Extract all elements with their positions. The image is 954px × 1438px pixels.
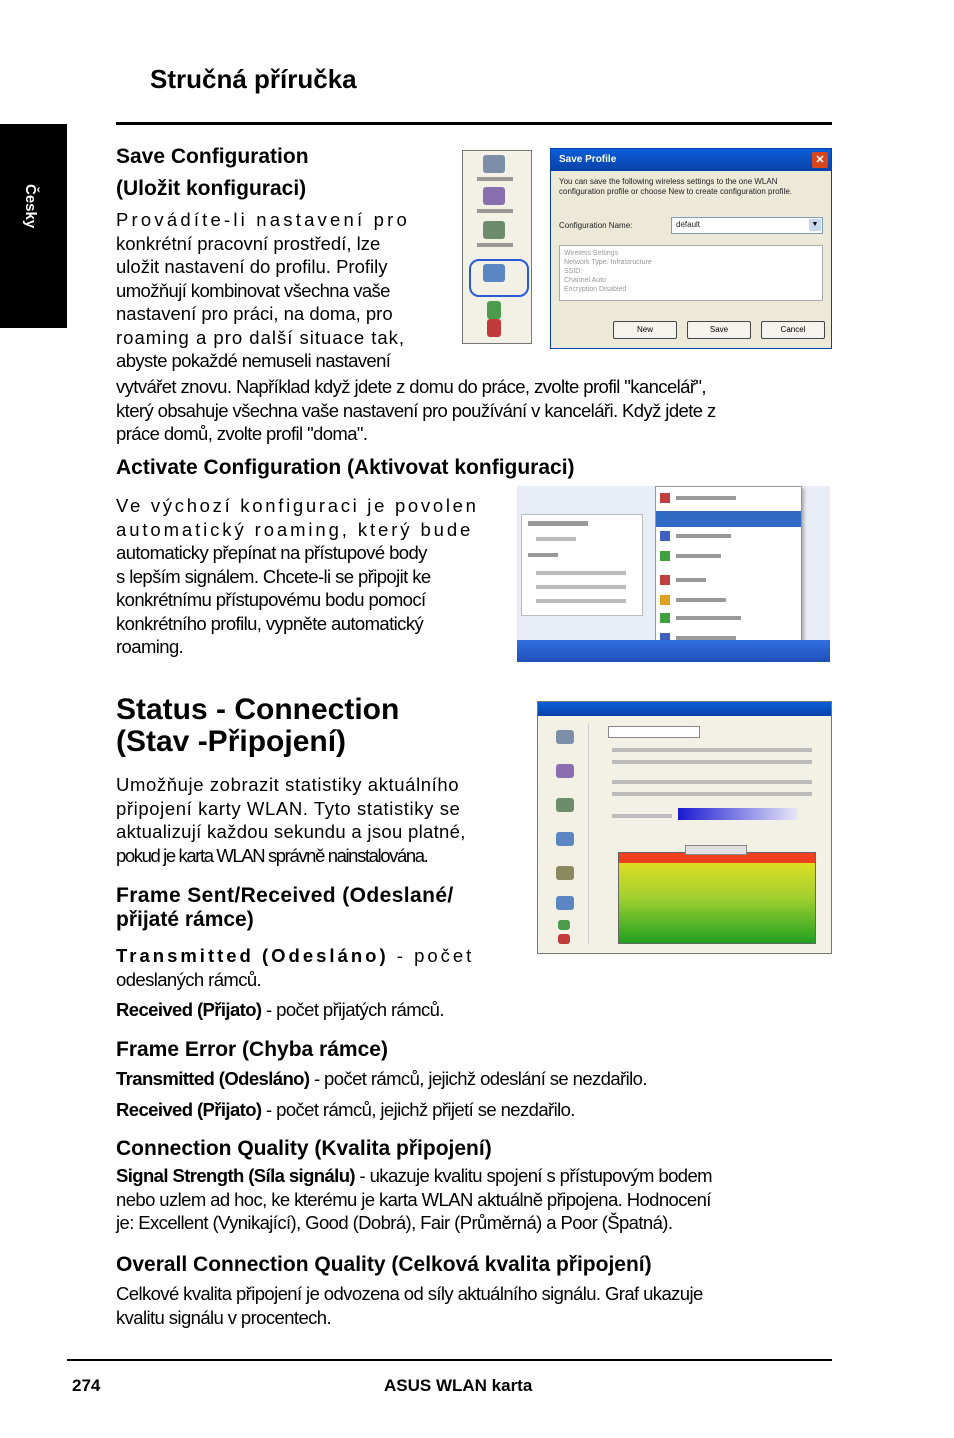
page-number: 274 [72, 1376, 101, 1395]
save-full-line: který obsahuje všechna vaše nastavení pro používání v kanceláři. Když jdete z [116, 399, 716, 421]
quality-section [116, 1136, 832, 1235]
frame-sent-text [116, 944, 518, 1022]
status-icon [483, 155, 505, 173]
activate-text [116, 494, 497, 659]
overall-heading: Overall Connection Quality (Celková kvalita připojení) [116, 1253, 652, 1276]
language-side-tab [0, 124, 67, 328]
activate-line: roaming. [116, 636, 184, 657]
setting-line: SSID: [564, 268, 583, 275]
quality-heading: Connection Quality (Kvalita připojení) [116, 1137, 492, 1160]
taskbar [517, 640, 830, 662]
dialog-title: Save Profile [559, 154, 617, 165]
frame-error-heading: Frame Error (Chyba rámce) [116, 1038, 388, 1061]
status-tab-select[interactable] [608, 726, 700, 738]
cancel-button[interactable]: Cancel [761, 321, 825, 339]
status-text [116, 773, 518, 867]
activate-heading: Activate Configuration (Aktivovat konfiguraci) [116, 456, 575, 479]
menu-item-activate[interactable] [656, 511, 801, 527]
setting-line: Network Type: Infrastructure [564, 259, 652, 266]
settings-box [559, 245, 823, 301]
overall-section [116, 1252, 832, 1329]
activate-line: konkrétnímu přístupovému bodu pomocí [116, 589, 426, 610]
activate-line: automaticky přepínat na přístupové body [116, 542, 427, 563]
status-section [116, 694, 516, 758]
setting-line: Channel Auto [564, 277, 607, 284]
error-rx-desc: - počet rámců, jejichž přijetí se nezdařilo. [261, 1098, 575, 1120]
new-button[interactable]: New [613, 321, 677, 339]
save-line: umožňují kombinovat všechna vaše [116, 279, 390, 301]
frame-error-section [116, 1037, 832, 1121]
signal-strength-bar [678, 808, 798, 820]
status-window-titlebar [538, 702, 831, 716]
overall-line: Celkové kvalita připojení je odvozena od síly aktuálního signálu. Graf ukazuje [116, 1283, 703, 1304]
save-text-narrow [116, 208, 448, 373]
save-profile-dialog [550, 148, 832, 349]
rx-label: Received (Přijato) [116, 999, 262, 1020]
toolbar-screenshot [462, 150, 532, 344]
save-heading: Save Configuration [116, 145, 309, 168]
status-window-screenshot [537, 701, 832, 954]
signal-strength-desc: - ukazuje kvalitu spojení s přístupovým bodem [354, 1165, 712, 1186]
rx-desc: - počet přijatých rámců. [261, 999, 444, 1020]
setting-line: Wireless Settings [564, 250, 619, 257]
error-rx-label: Received (Přijato) [116, 1098, 262, 1120]
config-name-value: default [676, 220, 701, 229]
footer-rule [67, 1359, 832, 1361]
frame-sent-heading: Frame Sent/Received (Odeslané/ [116, 884, 454, 907]
tx-label: Transmitted (Odesláno) [116, 945, 389, 966]
quality-graph [618, 852, 816, 944]
signal-strength-label: Signal Strength (Síla signálu) [116, 1165, 355, 1186]
language-label: Česky [22, 184, 39, 229]
context-menu-screenshot [517, 486, 830, 662]
dialog-titlebar [551, 149, 831, 171]
setting-line: Encryption Disabled [564, 286, 627, 293]
save-line: abyste pokaždé nemuseli nastavení [116, 350, 391, 371]
status-line: Umožňuje zobrazit statistiky aktuálního [116, 774, 460, 795]
profile-list [521, 514, 643, 616]
save-full-line: práce domů, zvolte profil "doma". [116, 423, 368, 444]
status-heading: Status - Connection [116, 693, 400, 726]
status-toolbar [544, 724, 589, 944]
save-line: uložit nastavení do profilu. Profily [116, 256, 388, 277]
quality-line: nebo uzlem ad hoc, ke kterému je karta WLAN aktuálně připojena. Hodnocení [116, 1188, 711, 1210]
save-line: roaming a pro další situace tak, [116, 326, 406, 348]
ok-icon [487, 301, 501, 319]
status-line: připojení karty WLAN. Tyto statistiky se [116, 797, 461, 819]
save-line: nastavení pro práci, na doma, pro [116, 303, 393, 324]
menu-item-icon [660, 493, 670, 503]
activate-line: Ve výchozí konfiguraci je povolen [116, 495, 479, 516]
activate-section [116, 455, 832, 481]
dialog-intro: You can save the following wireless settings to the one WLAN configuration profile or choose New to create configuration profile. [559, 177, 793, 196]
context-menu [655, 486, 802, 648]
close-icon[interactable]: ✕ [812, 152, 828, 168]
error-tx-desc: - počet rámců, jejichž odeslání se nezdařilo. [309, 1068, 647, 1089]
activate-line: konkrétního profilu, vypněte automatický [116, 612, 424, 634]
config-name-label: Configuration Name: [559, 221, 633, 230]
save-config-icon [483, 264, 505, 282]
status-line: aktualizují každou sekundu a jsou platné, [116, 821, 466, 842]
chevron-down-icon[interactable]: ▼ [809, 219, 821, 231]
status-subheading: (Stav -Připojení) [116, 725, 347, 758]
save-full-line: vytvářet znovu. Například když jdete z domu do práce, zvolte profil "kancelář", [116, 376, 706, 397]
tx-desc-line2: odeslaných rámců. [116, 968, 262, 990]
save-text-wide [116, 375, 832, 446]
activate-line: s lepším signálem. Chcete-li se připojit ke [116, 565, 431, 587]
error-tx-label: Transmitted (Odesláno) [116, 1068, 310, 1089]
save-line: konkrétní pracovní prostředí, lze [116, 232, 381, 254]
survey-icon [483, 221, 505, 239]
quality-line: je: Excellent (Vynikající), Good (Dobrá), Fair (Průměrná) a Poor (Špatná). [116, 1212, 673, 1233]
tx-desc: - počet [388, 945, 475, 966]
config-name-select[interactable] [671, 217, 823, 234]
page-header-title: Stručná příručka [150, 64, 357, 94]
activate-line: automatický roaming, který bude [116, 518, 474, 540]
save-section [116, 144, 456, 202]
header-rule [116, 122, 832, 125]
save-subheading: (Uložit konfiguraci) [116, 177, 307, 200]
config-icon [483, 187, 505, 205]
overall-line: kvalitu signálu v procentech. [116, 1306, 332, 1328]
frame-sent-section [116, 884, 518, 932]
save-button[interactable]: Save [687, 321, 751, 339]
frame-sent-subheading: přijaté rámce) [116, 908, 254, 931]
save-line: Provádíte-li nastavení pro [116, 209, 411, 230]
status-line: pokud je karta WLAN správně nainstalována. [116, 844, 428, 866]
cancel-icon [487, 319, 501, 337]
footer-title: ASUS WLAN karta [384, 1376, 533, 1395]
